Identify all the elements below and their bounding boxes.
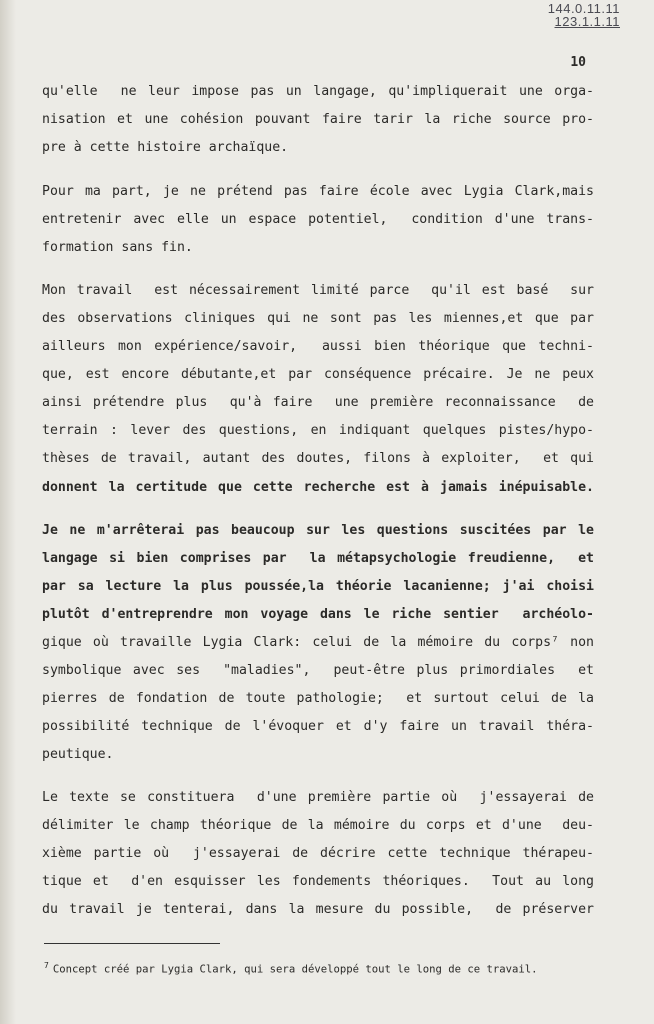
text-line: donnent la certitude que cette recherche est à jamais inépuisable. [42,480,594,495]
text-line: entretenir avec elle un espace potentiel, condition d'une trans- [42,212,594,227]
text-line: terrain : lever des questions, en indiquant quelques pistes/hypo- [42,423,594,438]
footnote-marker: 7 [44,961,49,970]
text-line: langage si bien comprises par la métapsychologie freudienne, et [42,551,594,566]
text-line: par sa lecture la plus poussée,la théorie lacanienne; j'ai choisi [42,579,594,594]
text-line: du travail je tenterai, dans la mesure du possible, de préserver [42,902,594,917]
text-line: Je ne m'arrêterai pas beaucoup sur les questions suscitées par le [42,523,594,538]
archive-mark: 123.1.1.11 [554,14,620,29]
page-number: 10 [570,55,586,70]
text-line: formation sans fin. [42,240,193,255]
footnote-separator [44,943,220,944]
text-line: tique et d'en esquisser les fondements théoriques. Tout au long [42,874,594,889]
archive-mark: 144.0.11.11 [547,1,620,16]
footnote-text: Concept créé par Lygia Clark, qui sera développé tout le long de ce travail. [52,963,538,976]
text-line: pierres de fondation de toute pathologie; et surtout celui de la [42,691,594,706]
text-line: des observations cliniques qui ne sont pas les miennes,et que par [42,311,594,326]
text-line: symbolique avec ses "maladies", peut-être plus primordiales et [42,663,594,678]
text-line: plutôt d'entreprendre mon voyage dans le riche sentier archéolo- [42,607,594,622]
text-line: thèses de travail, autant des doutes, filons à exploiter, et qui [42,451,594,466]
text-line: pre à cette histoire archaïque. [42,140,289,155]
text-line: peutique. [42,747,114,762]
text-line: nisation et une cohésion pouvant faire tarir la riche source pro- [42,112,594,127]
text-line: Pour ma part, je ne prétend pas faire école avec Lygia Clark,mais [42,184,594,199]
text-line: gique où travaille Lygia Clark: celui de la mémoire du corps⁷ non [42,635,594,650]
text-line: que, est encore débutante,et par conséquence précaire. Je ne peux [42,367,594,382]
text-line: ainsi prétendre plus qu'à faire une première reconnaissance de [42,395,594,410]
text-line: ailleurs mon expérience/savoir, aussi bien théorique que techni- [42,339,594,354]
text-line: qu'elle ne leur impose pas un langage, qu'impliquerait une orga- [42,84,594,99]
text-line: Mon travail est nécessairement limité parce qu'il est basé sur [42,283,594,298]
text-line: Le texte se constituera d'une première partie où j'essayerai de [42,790,594,805]
footnote [44,959,590,977]
text-line: délimiter le champ théorique de la mémoire du corps et d'une deu- [42,818,594,833]
archive-reference-marks [548,2,620,28]
text-line: possibilité technique de l'évoquer et d'y faire un travail théra- [42,719,594,734]
text-line: xième partie où j'essayerai de décrire cette technique thérapeu- [42,846,594,861]
